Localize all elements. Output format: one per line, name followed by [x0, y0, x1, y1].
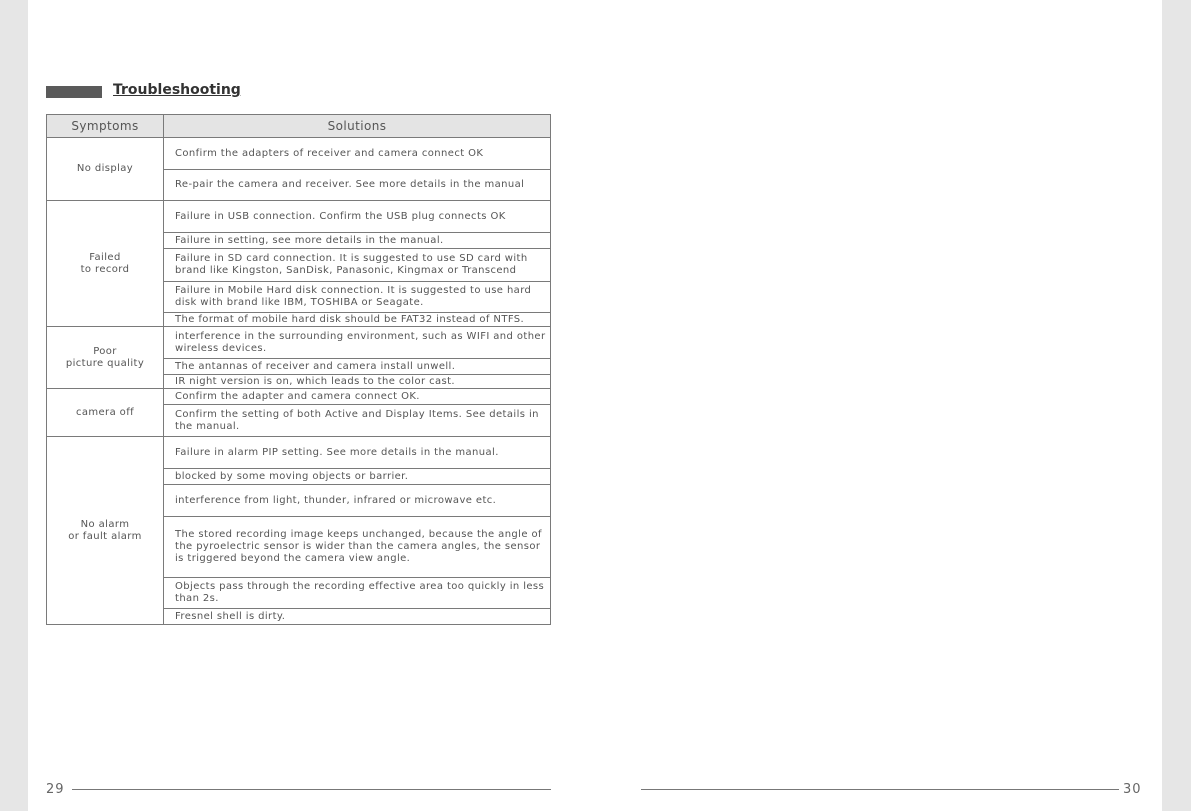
right-page-number: 30 [1123, 782, 1142, 797]
solution-cell: Confirm the adapter and camera connect OK. [164, 389, 551, 405]
solution-cell: Failure in USB connection. Confirm the USB plug connects OK [164, 201, 551, 233]
solution-cell: Confirm the setting of both Active and Display Items. See details in the manual. [164, 405, 551, 437]
solution-cell: blocked by some moving objects or barrier. [164, 469, 551, 485]
left-footer-rule [72, 789, 551, 790]
table-row [47, 201, 551, 233]
solution-cell: The format of mobile hard disk should be FAT32 instead of NTFS. [164, 313, 551, 327]
solution-cell: Failure in setting, see more details in the manual. [164, 233, 551, 249]
table-row [47, 389, 551, 405]
page-title: Troubleshooting [113, 82, 241, 98]
solution-cell: Objects pass through the recording effective area too quickly in less than 2s. [164, 578, 551, 609]
symptom-text: to record [80, 263, 130, 275]
solution-cell: Re-pair the camera and receiver. See more details in the manual [164, 170, 551, 201]
solution-cell: interference in the surrounding environment, such as WIFI and other wireless devices. [164, 327, 551, 359]
header-symptoms: Symptoms [47, 115, 164, 138]
troubleshooting-table [46, 114, 551, 625]
solution-cell: The stored recording image keeps unchanged, because the angle of the pyroelectric sensor is wider than the camera angles, the sensor is triggered beyond the camera view angle. [164, 517, 551, 578]
solution-cell: Fresnel shell is dirty. [164, 609, 551, 625]
symptom-cell [47, 327, 164, 389]
symptom-text: No display [76, 163, 134, 174]
header-solutions: Solutions [164, 115, 551, 138]
table-row [47, 138, 551, 170]
table-row [47, 327, 551, 359]
symptom-text: picture quality [65, 357, 145, 369]
solution-cell: IR night version is on, which leads to the color cast. [164, 375, 551, 389]
table-body [47, 138, 551, 625]
symptom-text: Poor [93, 345, 117, 357]
solution-cell: Failure in alarm PIP setting. See more details in the manual. [164, 437, 551, 469]
symptom-cell [47, 389, 164, 437]
symptom-text: Failed [89, 251, 121, 263]
solution-cell: interference from light, thunder, infrared or microwave etc. [164, 485, 551, 517]
symptom-cell [47, 138, 164, 201]
solution-cell: Failure in SD card connection. It is suggested to use SD card with brand like Kingston, SanDisk, Panasonic, Kingmax or Transcend [164, 249, 551, 282]
symptom-text: or fault alarm [68, 530, 142, 542]
right-footer-rule [641, 789, 1119, 790]
heading-bar [46, 86, 102, 98]
symptom-cell [47, 201, 164, 327]
symptom-text: No alarm [80, 518, 130, 530]
solution-cell: Confirm the adapters of receiver and camera connect OK [164, 138, 551, 170]
table-row [47, 437, 551, 469]
table-header-row [47, 115, 551, 138]
solution-cell: Failure in Mobile Hard disk connection. It is suggested to use hard disk with brand like IBM, TOSHIBA or Seagate. [164, 282, 551, 313]
symptom-cell [47, 437, 164, 625]
left-page-number: 29 [46, 782, 65, 797]
solution-cell: The antannas of receiver and camera install unwell. [164, 359, 551, 375]
symptom-text: camera off [75, 406, 135, 418]
